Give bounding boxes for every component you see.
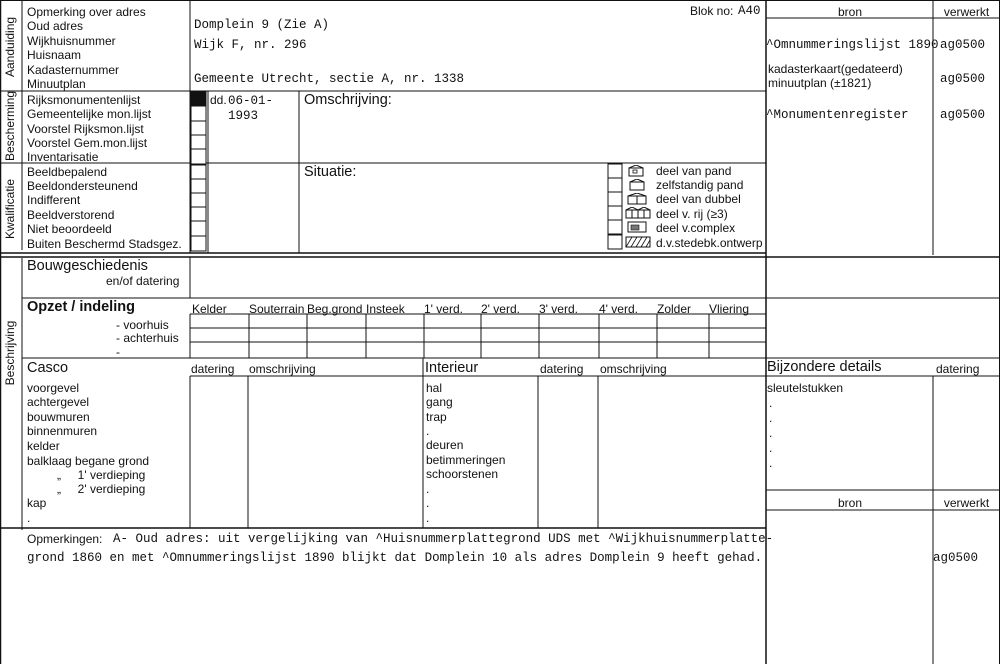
row-houses-icon [624, 207, 652, 219]
bijzondere-dot-4: . [769, 441, 773, 455]
interieur-gang: gang [426, 395, 453, 409]
bijzondere-col-datering: datering [936, 362, 980, 376]
casco-dot: . [27, 511, 31, 525]
bijzondere-dot-3: . [769, 426, 773, 440]
verwerkt-entry-3: ag0500 [940, 108, 986, 122]
casco-2-verdieping: 2' verdieping [77, 482, 146, 496]
side-label-beschrijving: Beschrijving [3, 320, 17, 386]
kwalificatie-checkbox-3[interactable] [191, 207, 206, 222]
registration-card: Aanduiding Bescherming Kwalificatie Beschrijving Opmerking over adres Oud adres Wijkhuisnummer Huisnaam Kadasternummer Minuutplan Domplein 9 (Zie A) Wijk F, nr. 296 Gemeente Utrecht, sectie A, nr. 1338 Blok no: A40 bron verwerkt ^Omnummeringslijst 1890 ag0500 kadasterkaart(gedateerd) minuutplan (±1821) ag0500 ^Monumentenregister ag0500 Rijksmonumentenlijst Gemeentelijke mon.lijst Voorstel Rijksmon.lijst Voorstel Gem.mon.lijst Inventarisatie dd. 06-01- 1993 Omschrijving: Beeldbepalend Beeldondersteunend Indifferent Beeldverstorend Niet beoordeeld Buiten Beschermd Stadsgez. Situatie: deel van pand zelfstandig pand deel van dubbel deel v. rij (≥3) deel v.complex d.v.stedebk.ontwerp Bouwgeschiedenis en/of datering Opzet / indeling Kelder Souterrain Beg.grond Insteek 1' verd. 2' verd. 3' verd. 4' verd. Zolder Vliering - voorhuis - achterhuis - Casco datering omschrijving voorgevel achtergevel bouwmuren binnenmuren kelder balklaag begane grond „ 1' verdieping „ 2' verdieping kap . Interieur datering omschrijving hal gang trap . deuren betimmeringen schoorstenen . . . Bijzondere details datering sleutelstukken . . . . . bron verwerkt Opmerkingen: A- Oud adres: uit vergelijking van ^Huisnummerplattegrond UDS met ^Wijkhuisnummerplatte- grond 1860 en met ^Omnummeringslijst 1890 blijkt dat Domplein 10 als adres Domplein 9 heeft gehad. ag0500 [0, 0, 1000, 664]
kwalificatie-beeldbepalend: Beeldbepalend [27, 165, 108, 179]
dd-label: dd. [210, 93, 227, 107]
interieur-title: Interieur [425, 360, 479, 376]
kwalificatie-checkbox-0[interactable] [191, 165, 206, 180]
bescherming-voorstel-gemmon: Voorstel Gem.mon.lijst [27, 136, 148, 150]
verwerkt-entry-2: ag0500 [940, 72, 986, 86]
bescherming-checkbox-0[interactable] [191, 92, 206, 107]
casco-col-omschrijving: omschrijving [249, 362, 316, 376]
bron-entry-kadasterkaart: kadasterkaart(gedateerd) [768, 62, 903, 76]
bouwgeschiedenis-title: Bouwgeschiedenis [27, 258, 148, 274]
opzet-col-beg-grond: Beg.grond [307, 302, 363, 316]
interieur-col-omschrijving: omschrijving [600, 362, 667, 376]
field-oud-adres: Oud adres [27, 19, 84, 33]
field-wijkhuisnummer: Wijkhuisnummer [27, 34, 116, 48]
field-kadasternummer: Kadasternummer [27, 63, 120, 77]
casco-bouwmuren: bouwmuren [27, 410, 90, 424]
opmerkingen-label: Opmerkingen: [27, 532, 103, 546]
opzet-col-3-verd: 3' verd. [539, 302, 578, 316]
bescherming-checkbox-4[interactable] [191, 149, 206, 164]
side-label-bescherming: Bescherming [3, 90, 17, 161]
kwalificatie-checkbox-4[interactable] [191, 221, 206, 236]
bron-entry-omnummeringslijst: ^Omnummeringslijst 1890 [766, 38, 939, 52]
blok-value: A40 [738, 4, 761, 18]
opzet-col-2-verd: 2' verd. [481, 302, 520, 316]
opzet-col-souterrain: Souterrain [249, 302, 305, 316]
verwerkt-entry-1: ag0500 [940, 38, 986, 52]
situatie-label: Situatie: [304, 164, 357, 180]
bescherming-inventarisatie: Inventarisatie [27, 150, 99, 164]
situatie-deel-van-dubbel: deel van dubbel [656, 192, 741, 206]
opzet-title: Opzet / indeling [27, 299, 135, 315]
opzet-col-1-verd: 1' verd. [424, 302, 463, 316]
interieur-schoorstenen: schoorstenen [426, 467, 499, 481]
kwalificatie-niet-beoordeeld: Niet beoordeeld [27, 222, 112, 236]
bescherming-rijksmonumentenlijst: Rijksmonumentenlijst [27, 93, 141, 107]
interieur-dot-2: . [426, 482, 430, 496]
interieur-dot-3: . [426, 496, 430, 510]
kwalificatie-checkbox-2[interactable] [191, 193, 206, 208]
situatie-deel-van-pand: deel van pand [656, 164, 732, 178]
interieur-col-datering: datering [540, 362, 584, 376]
building-part-icon [624, 165, 652, 177]
opzet-col-vliering: Vliering [709, 302, 750, 316]
opmerkingen-line-2: grond 1860 en met ^Omnummeringslijst 1890 blijkt dat Domplein 10 als adres Domplein 9 heeft gehad. [27, 551, 763, 565]
casco-1-verdieping: 1' verdieping [77, 468, 146, 482]
casco-col-datering: datering [191, 362, 235, 376]
situatie-deel-v-complex: deel v.complex [656, 221, 736, 235]
interieur-betimmeringen: betimmeringen [426, 453, 506, 467]
casco-achtergevel: achtergevel [27, 395, 90, 409]
opzet-col-kelder: Kelder [192, 302, 227, 316]
casco-voorgevel: voorgevel [27, 381, 80, 395]
interieur-deuren: deuren [426, 438, 464, 452]
kwalificatie-beeldondersteunend: Beeldondersteunend [27, 179, 138, 193]
field-huisnaam: Huisnaam [27, 48, 82, 62]
bijzondere-title: Bijzondere details [767, 359, 882, 375]
kadaster-value: Gemeente Utrecht, sectie A, nr. 1338 [194, 72, 465, 86]
detached-building-icon [624, 179, 652, 191]
bijzondere-dot-1: . [769, 396, 773, 410]
dd-date: 06-01- [228, 94, 274, 108]
situatie-checkbox-4[interactable] [608, 220, 622, 234]
bescherming-voorstel-rijksmon: Voorstel Rijksmon.lijst [27, 122, 144, 136]
wijk-value: Wijk F, nr. 296 [194, 38, 307, 52]
dd-year: 1993 [228, 109, 259, 123]
opzet-col-insteek: Insteek [366, 302, 405, 316]
casco-kelder: kelder [27, 439, 60, 453]
semi-detached-icon [624, 193, 652, 205]
blok-label: Blok no: [690, 4, 734, 18]
opzet-row-achterhuis: achterhuis [123, 331, 179, 345]
opzet-col-4-verd: 4' verd. [599, 302, 638, 316]
opmerkingen-verwerkt-header: verwerkt [943, 496, 990, 510]
omschrijving-label: Omschrijving: [304, 92, 392, 108]
field-minuutplan: Minuutplan [27, 77, 86, 91]
urban-design-icon [624, 236, 652, 248]
side-label-aanduiding: Aanduiding [3, 16, 17, 77]
situatie-checkbox-0[interactable] [608, 164, 622, 178]
situatie-zelfstandig-pand: zelfstandig pand [656, 178, 744, 192]
situatie-checkbox-5[interactable] [608, 235, 622, 249]
situatie-checkbox-2[interactable] [608, 192, 622, 206]
kwalificatie-indifferent: Indifferent [27, 193, 81, 207]
bijzondere-sleutelstukken: sleutelstukken [767, 381, 844, 395]
bron-entry-minuutplan: minuutplan (±1821) [768, 76, 872, 90]
interieur-dot-1: . [426, 424, 430, 438]
interieur-trap: trap [426, 410, 447, 424]
oud-adres-value: Domplein 9 (Zie A) [194, 18, 330, 32]
kwalificatie-checkbox-1[interactable] [191, 179, 206, 194]
casco-kap: kap [27, 496, 47, 510]
opmerkingen-verwerkt-value: ag0500 [933, 551, 979, 565]
casco-title: Casco [27, 360, 69, 376]
casco-balklaag: balklaag begane grond [27, 454, 150, 468]
situatie-deel-v-rij: deel v. rij (≥3) [656, 207, 728, 221]
interieur-dot-4: . [426, 511, 430, 525]
situatie-checkbox-3[interactable] [608, 206, 622, 220]
bescherming-gemeentelijke: Gemeentelijke mon.lijst [27, 107, 152, 121]
casco-binnenmuren: binnenmuren [27, 424, 98, 438]
kwalificatie-beeldverstorend: Beeldverstorend [27, 208, 115, 222]
bescherming-checkbox-3[interactable] [191, 135, 206, 150]
bron-entry-monumentenregister: ^Monumentenregister [766, 108, 909, 122]
kwalificatie-buiten-beschermd: Buiten Beschermd Stadsgez. [27, 237, 182, 251]
opmerkingen-line-1: A- Oud adres: uit vergelijking van ^Huisnummerplattegrond UDS met ^Wijkhuisnummerplatte- [113, 532, 774, 546]
bescherming-checkbox-2[interactable] [191, 121, 206, 136]
field-opmerking-over-adres: Opmerking over adres [27, 5, 146, 19]
opzet-col-zolder: Zolder [657, 302, 692, 316]
bescherming-checkbox-1[interactable] [191, 106, 206, 121]
opmerkingen-bron-header: bron [837, 496, 863, 510]
bijzondere-dot-2: . [769, 411, 773, 425]
bijzondere-dot-5: . [769, 456, 773, 470]
situatie-checkbox-1[interactable] [608, 178, 622, 192]
side-label-kwalificatie: Kwalificatie [3, 178, 17, 240]
bron-header: bron [837, 5, 863, 19]
situatie-dv-stedebk-ontwerp: d.v.stedebk.ontwerp [656, 236, 763, 250]
kwalificatie-checkbox-5[interactable] [191, 236, 206, 251]
complex-icon [624, 221, 652, 233]
opzet-row-voorhuis: voorhuis [123, 318, 169, 332]
bouwgeschiedenis-subtitle: en/of datering [106, 274, 180, 288]
verwerkt-header: verwerkt [943, 5, 990, 19]
interieur-hal: hal [426, 381, 443, 395]
